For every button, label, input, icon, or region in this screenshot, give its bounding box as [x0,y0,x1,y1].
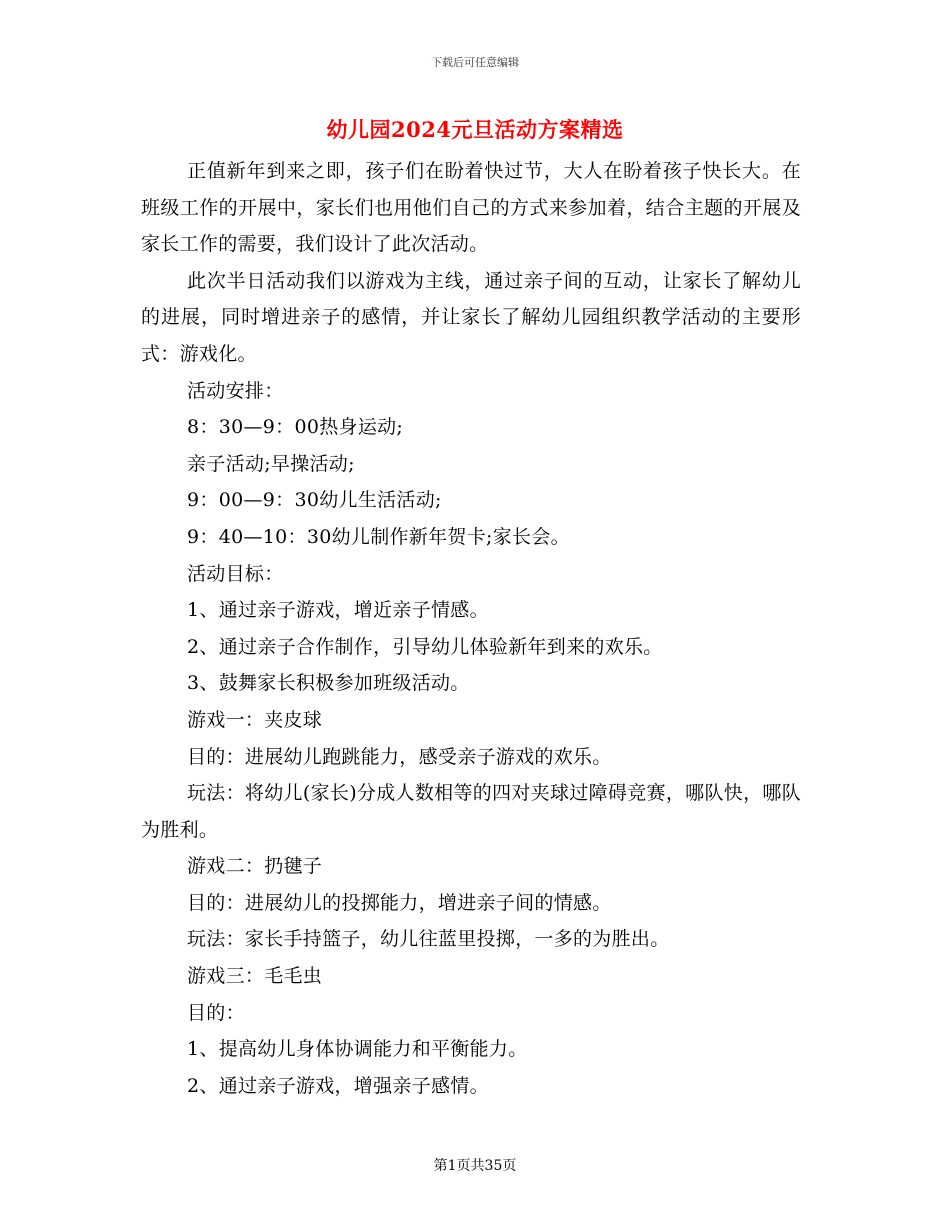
paragraph-intro: 正值新年到来之即，孩子们在盼着快过节，大人在盼着孩子快长大。在班级工作的开展中，家长们也用他们自己的方式来参加着，结合主题的开展及家长工作的需要，我们设计了此次活动。 [141,160,801,256]
document-body [141,153,801,1104]
game-purpose: 目的：进展幼儿跑跳能力，感受亲子游戏的欢乐。 [187,745,612,768]
document-title: 幼儿园2024元旦活动方案精选 [326,117,624,142]
page-footer: 第1页共35页 [433,1158,517,1174]
goal-item: 3、鼓舞家长积极参加班级活动。 [187,672,470,695]
schedule-item: 亲子活动;早操活动; [187,452,355,475]
goal-item: 1、通过亲子游戏，增近亲子情感。 [187,599,489,622]
game-heading: 游戏三：毛毛虫 [187,965,323,988]
paragraph-activity-description: 此次半日活动我们以游戏为主线，通过亲子间的互动，让家长了解幼儿的进展，同时增进亲子的感情，并让家长了解幼儿园组织教学活动的主要形式：游戏化。 [141,269,801,365]
game-rules: 玩法：将幼儿(家长)分成人数相等的四对夹球过障碍竞赛，哪队快，哪队为胜利。 [141,782,801,841]
schedule-item: 8：30—9：00热身运动; [187,416,404,439]
game-purpose: 目的： [187,1001,245,1024]
purpose-item: 2、通过亲子游戏，增强亲子感情。 [187,1074,489,1097]
schedule-item: 9：00—9：30幼儿生活活动; [187,489,442,512]
game-heading: 游戏一：夹皮球 [187,708,323,731]
schedule-item: 9：40—10：30幼儿制作新年贺卡;家长会。 [187,525,570,548]
game-rules: 玩法：家长手持篮子，幼儿往蓝里投掷，一多的为胜出。 [187,928,670,951]
game-heading: 游戏二：扔毽子 [187,855,323,878]
purpose-item: 1、提高幼儿身体协调能力和平衡能力。 [187,1038,528,1061]
goal-item: 2、通过亲子合作制作，引导幼儿体验新年到来的欢乐。 [187,635,663,658]
section-heading-schedule: 活动安排： [187,379,284,402]
section-heading-goals: 活动目标： [187,562,284,585]
header-note: 下载后可任意编辑 [431,56,519,69]
game-purpose: 目的：进展幼儿的投掷能力，增进亲子间的情感。 [187,891,612,914]
